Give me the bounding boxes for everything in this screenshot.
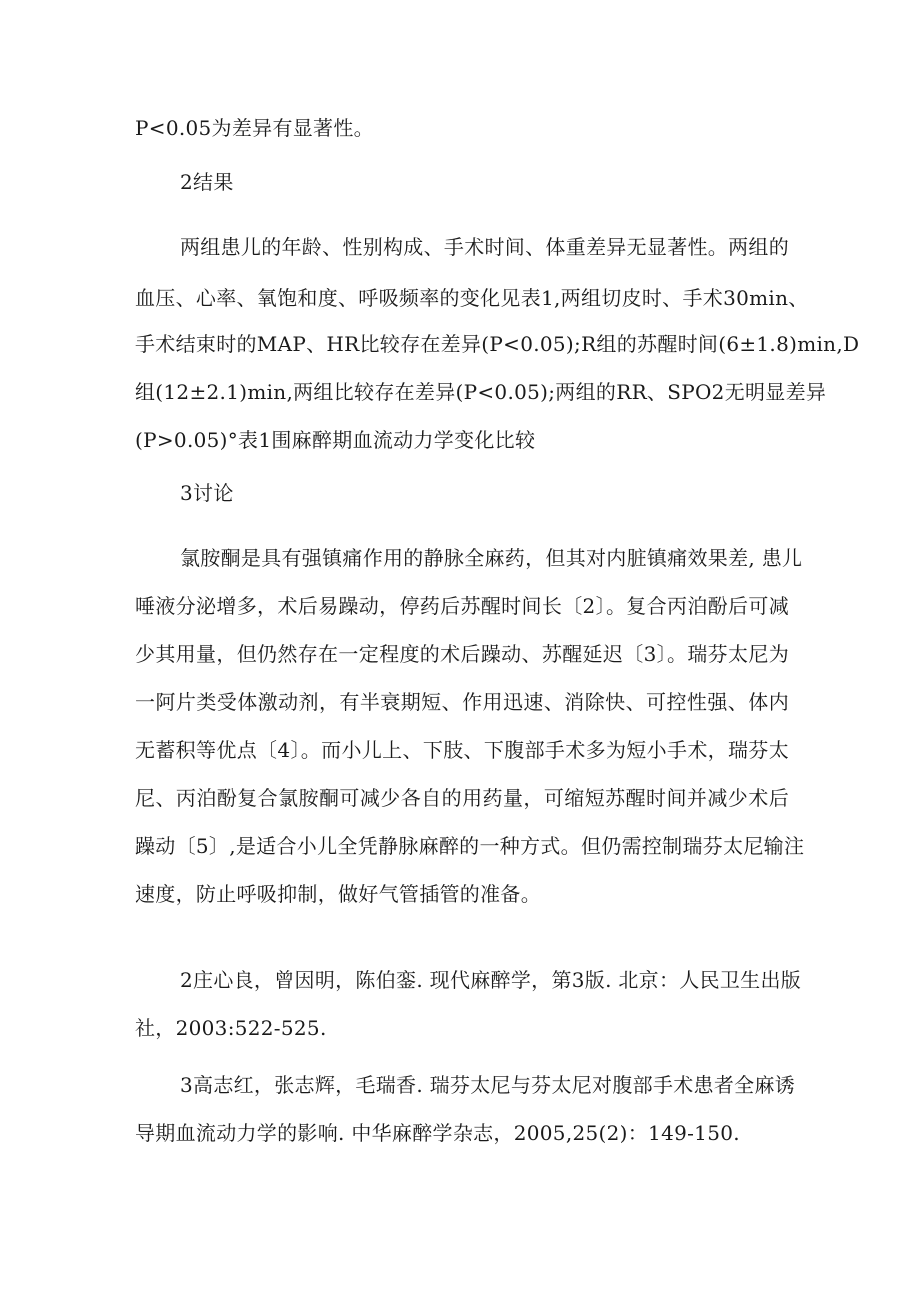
discussion-paragraph-line: 尼、丙泊酚复合氯胺酮可减少各自的用药量，可缩短苏醒时间并减少术后: [135, 786, 789, 810]
results-heading: 2结果: [180, 170, 234, 194]
reference-item-3-line: 3高志红，张志辉，毛瑞香. 瑞芬太尼与芬太尼对腹部手术患者全麻诱: [180, 1073, 796, 1097]
results-paragraph-line: 手术结束时的MAP、HR比较存在差异(P<0.05);R组的苏醒时间(6±1.8)min,D: [135, 332, 860, 356]
methods-tail-line: P<0.05为差异有显著性。: [135, 116, 374, 140]
discussion-paragraph-line: 躁动〔5〕,是适合小儿全凭静脉麻醉的一种方式。但仍需控制瑞芬太尼输注: [135, 834, 805, 858]
reference-item-2-line: 社，2003:522-525.: [135, 1016, 327, 1040]
discussion-paragraph-line: 无蓄积等优点〔4〕。而小儿上、下肢、下腹部手术多为短小手术，瑞芬太: [135, 738, 789, 762]
results-paragraph-line: 血压、心率、氧饱和度、呼吸频率的变化见表1,两组切皮时、手术30min、: [135, 286, 809, 310]
discussion-paragraph-line: 一阿片类受体激动剂，有半衰期短、作用迅速、消除快、可控性强、体内: [135, 690, 789, 714]
reference-item-2-line: 2庄心良，曾因明，陈伯銮. 现代麻醉学，第3版. 北京：人民卫生出版: [180, 968, 802, 992]
discussion-paragraph-line: 氯胺酮是具有强镇痛作用的静脉全麻药，但其对内脏镇痛效果差, 患儿: [180, 546, 803, 570]
reference-item-3-line: 导期血流动力学的影响. 中华麻醉学杂志，2005,25(2)：149-150.: [135, 1121, 740, 1145]
discussion-paragraph-line: 少其用量，但仍然存在一定程度的术后躁动、苏醒延迟〔3〕。瑞芬太尼为: [135, 642, 789, 666]
discussion-paragraph-line: 速度，防止呼吸抑制，做好气管插管的准备。: [135, 882, 541, 906]
results-paragraph-line: 两组患儿的年龄、性别构成、手术时间、体重差异无显著性。两组的: [180, 235, 789, 259]
results-paragraph-line: (P>0.05)°表1围麻醉期血流动力学变化比较: [135, 428, 536, 452]
results-paragraph-line: 组(12±2.1)min,两组比较存在差异(P<0.05);两组的RR、SPO2无明显差异: [135, 380, 827, 404]
discussion-paragraph-line: 唾液分泌增多，术后易躁动，停药后苏醒时间长〔2〕。复合丙泊酚后可减: [135, 594, 789, 618]
discussion-heading: 3讨论: [180, 481, 234, 505]
